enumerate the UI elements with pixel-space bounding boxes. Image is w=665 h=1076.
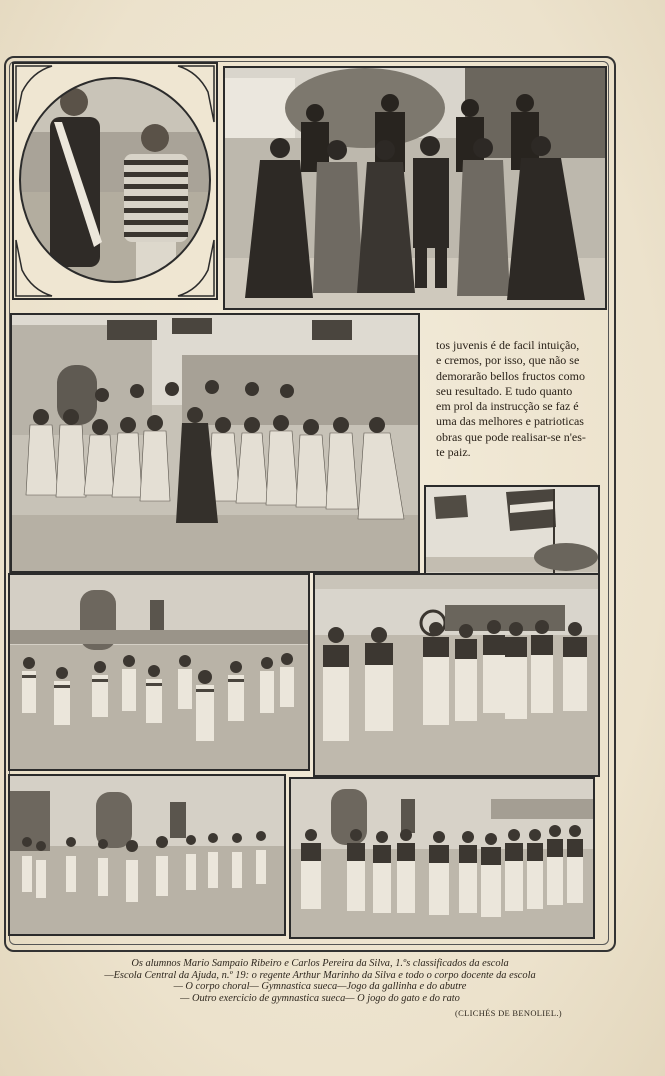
caption-line: — Outro exercicio de gymnastica sueca— O jogo do gato e do rato xyxy=(180,992,460,1004)
article-text xyxy=(436,338,606,460)
photo-credit: (CLICHÉS DE BENOLIEL.) xyxy=(455,1008,562,1018)
article-line: e cremos, por isso, que não se xyxy=(436,353,580,368)
photo-swedish-gymnastics xyxy=(8,573,310,771)
photo-hen-and-vulture-game xyxy=(313,573,600,777)
photo-cat-and-mouse-game xyxy=(289,777,595,939)
article-line: te paiz. xyxy=(436,445,471,460)
photo-faculty-group xyxy=(223,66,607,310)
caption-line: Os alumnos Mario Sampaio Ribeiro e Carlos Pereira da Silva, 1.ºs classificados da escola xyxy=(131,958,509,969)
photo-two-students xyxy=(12,62,218,300)
article-line: em prol da instrucção se faz é xyxy=(436,399,579,414)
article-line: obras que pode realisar-se n'es- xyxy=(436,429,586,444)
photo-gymnastics-exercise xyxy=(8,774,286,936)
caption-line: — O corpo choral— Gymnastica sueca—Jogo da gallinha e do abutre xyxy=(173,981,467,993)
photo-caption xyxy=(40,958,600,1004)
article-line: demorarão bellos fructos como xyxy=(436,368,585,383)
photo-choir xyxy=(10,313,420,573)
article-line: uma das melhores e patrioticas xyxy=(436,414,584,429)
article-line: tos juvenis é de facil intuição, xyxy=(436,338,580,352)
article-line: seu resultado. E tudo quanto xyxy=(436,383,573,398)
caption-line: —Escola Central da Ajuda, n.º 19: o regente Arthur Marinho da Silva e todo o corpo docente da escola xyxy=(104,969,536,981)
